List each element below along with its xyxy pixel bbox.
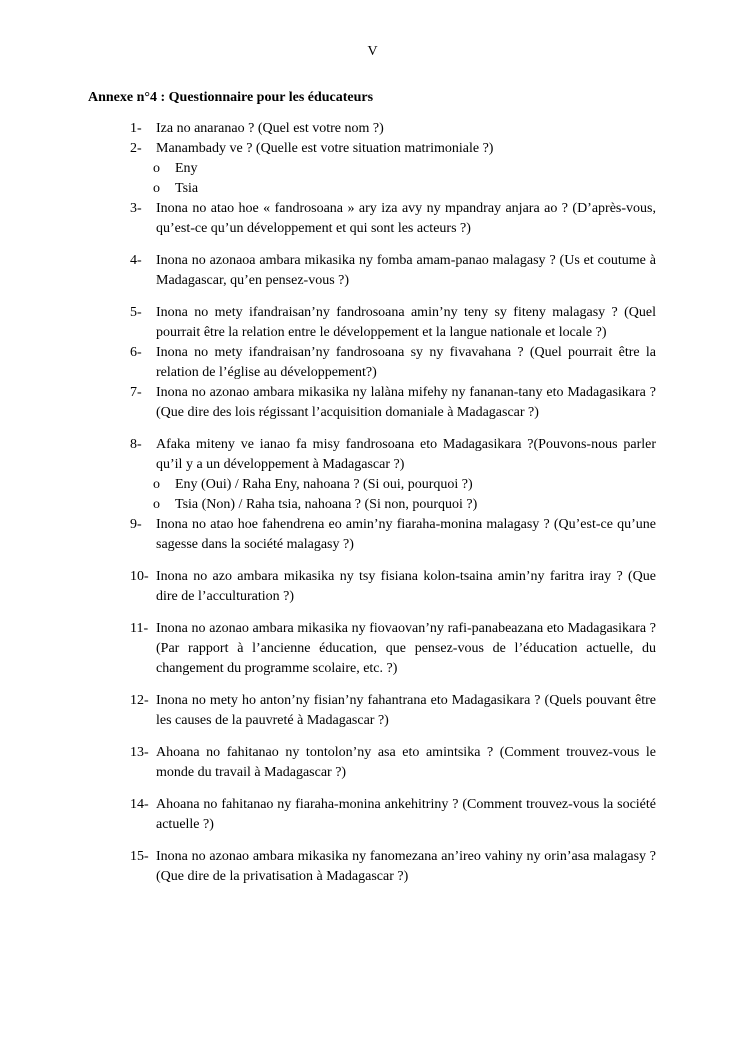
bullet-icon: o bbox=[153, 477, 160, 492]
option-text: Tsia (Non) / Raha tsia, nahoana ? (Si non, pourquoi ?) bbox=[175, 497, 478, 512]
question-number: 5- bbox=[130, 305, 142, 320]
question-text: Afaka miteny ve ianao fa misy fandrosoana eto Madagasikara ?(Pouvons-nous parler qu’il y a un développement à Madagascar ?) bbox=[156, 437, 656, 472]
question-text: Inona no azo ambara mikasika ny tsy fisiana kolon-tsaina amin’ny faritra iray ? (Que dire de l’acculturation ?) bbox=[156, 569, 656, 604]
question-text: Ahoana no fahitanao ny tontolon’ny asa eto amintsika ? (Comment trouvez-vous le monde du travail à Madagascar ?) bbox=[156, 745, 656, 780]
question-14 bbox=[130, 795, 656, 835]
option-text: Eny (Oui) / Raha Eny, nahoana ? (Si oui, pourquoi ?) bbox=[175, 477, 473, 492]
option-item bbox=[130, 475, 656, 495]
question-text: Inona no azonao ambara mikasika ny fiovaovan’ny rafi-panabeazana eto Madagasikara ? (Par rapport à l’ancienne éducation, que pensez-vous de l’éducation actuelle, du changement du programme scolaire, etc. ?) bbox=[156, 621, 656, 676]
question-number: 15- bbox=[130, 849, 149, 864]
page-number: V bbox=[367, 44, 378, 59]
question-text: Inona no mety ifandraisan’ny fandrosoana sy ny fivavahana ? (Quel pourrait être la relation de l’église au développement?) bbox=[156, 345, 656, 380]
question-number: 1- bbox=[130, 121, 142, 136]
question-6 bbox=[130, 343, 656, 383]
question-4 bbox=[130, 251, 656, 291]
question-3 bbox=[130, 199, 656, 239]
question-number: 6- bbox=[130, 345, 142, 360]
question-text: Inona no atao hoe « fandrosoana » ary iza avy ny mpandray anjara ao ? (D’après-vous, qu’est-ce qu’un développement et qui sont les acteurs ?) bbox=[156, 201, 656, 236]
option-item bbox=[130, 179, 656, 199]
question-number: 4- bbox=[130, 253, 142, 268]
question-text: Inona no azonao ambara mikasika ny fanomezana an’ireo vahiny ny orin’asa malagasy ? (Que dire de la privatisation à Madagascar ?) bbox=[156, 849, 656, 884]
question-number: 13- bbox=[130, 745, 149, 760]
question-1 bbox=[130, 119, 656, 139]
question-5 bbox=[130, 303, 656, 343]
question-number: 11- bbox=[130, 621, 149, 636]
question-text: Inona no mety ho anton’ny fisian’ny fahantrana eto Madagasikara ? (Quels pouvant être les causes de la pauvreté à Madagascar ?) bbox=[156, 693, 656, 728]
question-text: Iza no anaranao ? (Quel est votre nom ?) bbox=[156, 121, 384, 136]
option-text: Tsia bbox=[175, 181, 199, 196]
bullet-icon: o bbox=[153, 161, 160, 176]
question-text: Ahoana no fahitanao ny fiaraha-monina ankehitriny ? (Comment trouvez-vous la société actuelle ?) bbox=[156, 797, 656, 832]
question-2 bbox=[130, 139, 656, 159]
question-number: 8- bbox=[130, 437, 142, 452]
question-12 bbox=[130, 691, 656, 731]
question-9 bbox=[130, 515, 656, 555]
bullet-icon: o bbox=[153, 497, 160, 512]
question-number: 3- bbox=[130, 201, 142, 216]
option-item bbox=[130, 495, 656, 515]
question-number: 12- bbox=[130, 693, 149, 708]
question-15 bbox=[130, 847, 656, 887]
bullet-icon: o bbox=[153, 181, 160, 196]
question-list bbox=[130, 119, 656, 887]
question-8 bbox=[130, 435, 656, 475]
question-text: Inona no mety ifandraisan’ny fandrosoana amin’ny teny sy fiteny malagasy ? (Quel pourrait être la relation entre le développement et la langue nationale et locale ?) bbox=[156, 305, 656, 340]
question-11 bbox=[130, 619, 656, 679]
question-text: Manambady ve ? (Quelle est votre situation matrimoniale ?) bbox=[156, 141, 494, 156]
question-7 bbox=[130, 383, 656, 423]
page-title: Annexe n°4 : Questionnaire pour les éducateurs bbox=[88, 90, 374, 105]
option-item bbox=[130, 159, 656, 179]
option-text: Eny bbox=[175, 161, 198, 176]
question-text: Inona no atao hoe fahendrena eo amin’ny fiaraha-monina malagasy ? (Qu’est-ce qu’une sagesse dans la société malagasy ?) bbox=[156, 517, 656, 552]
question-13 bbox=[130, 743, 656, 783]
question-number: 14- bbox=[130, 797, 149, 812]
question-10 bbox=[130, 567, 656, 607]
question-text: Inona no azonaoa ambara mikasika ny fomba amam-panao malagasy ? (Us et coutume à Madagascar, qu’en pensez-vous ?) bbox=[156, 253, 656, 288]
question-number: 7- bbox=[130, 385, 142, 400]
question-number: 2- bbox=[130, 141, 142, 156]
question-number: 9- bbox=[130, 517, 142, 532]
question-number: 10- bbox=[130, 569, 149, 584]
question-text: Inona no azonao ambara mikasika ny lalàna mifehy ny fananan-tany eto Madagasikara ? (Que dire des lois régissant l’acquisition domaniale à Madagascar ?) bbox=[156, 385, 656, 420]
